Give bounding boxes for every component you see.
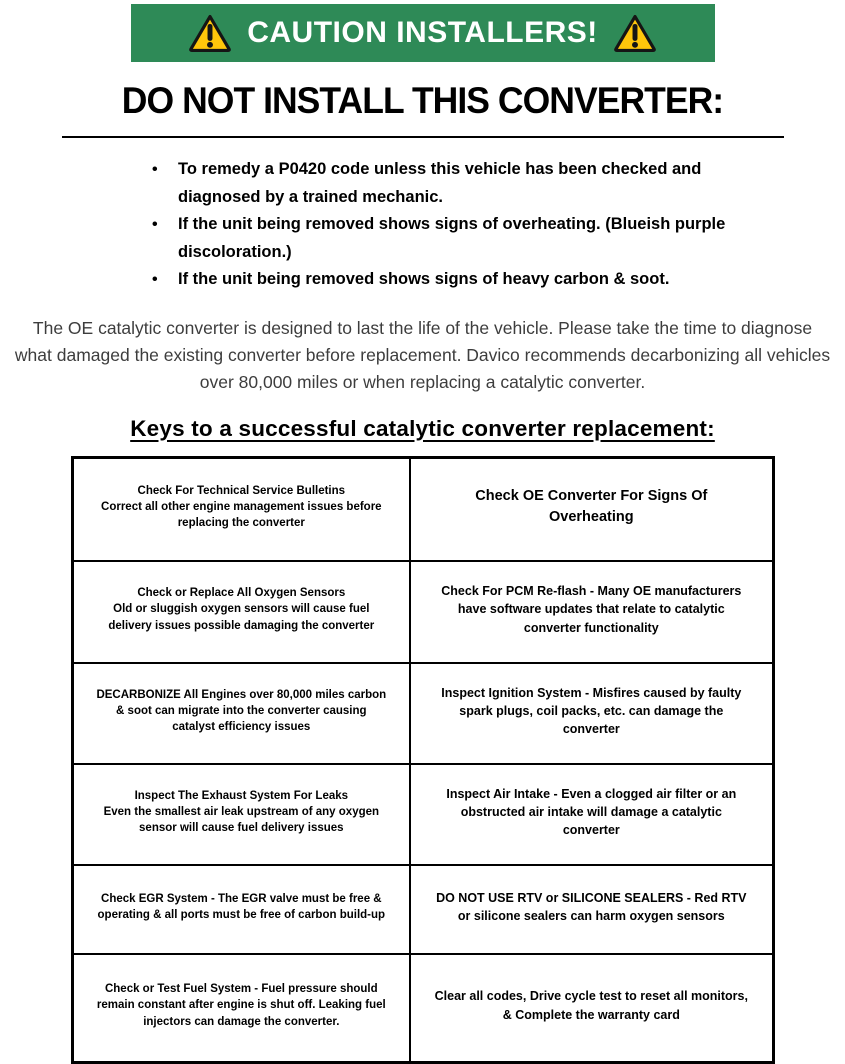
table-cell <box>410 457 773 561</box>
table-cell <box>72 457 410 561</box>
cell-line: Check For Technical Service Bulletins <box>137 484 346 497</box>
keys-heading: Keys to a successful catalytic converter replacement: <box>130 415 715 441</box>
table-row <box>72 865 773 954</box>
caution-banner <box>131 4 715 62</box>
table-row <box>72 561 773 663</box>
warning-triangle-icon <box>612 13 658 54</box>
table-cell <box>410 865 773 954</box>
advisory-paragraph: The OE catalytic converter is designed to last the life of the vehicle. Please take the time to diagnose what damaged the existing converter before replacement. Davico recommends decarbonizing all vehicles over 80,000 miles or when replacing a catalytic converter. <box>14 317 831 392</box>
keys-table <box>71 456 775 1064</box>
table-row <box>72 663 773 764</box>
table-cell <box>72 764 410 865</box>
table-cell <box>410 764 773 865</box>
table-row <box>72 764 773 865</box>
cell-line: Correct all other engine management issues before replacing the converter <box>101 500 382 530</box>
warning-triangle-icon <box>187 13 233 54</box>
cell-line: Check or Replace All Oxygen Sensors <box>137 587 346 600</box>
cell-line: Check EGR System - The EGR valve must be free & operating & all ports must be free of carbon build-up <box>97 892 386 921</box>
cell-line: Check OE Converter For Signs Of Overheating <box>475 487 708 525</box>
cell-line: Inspect The Exhaust System For Leaks <box>134 789 349 802</box>
table-cell <box>72 663 410 764</box>
table-cell <box>72 561 410 663</box>
banner-title: CAUTION INSTALLERS! <box>247 16 598 49</box>
bullet-item: • If the unit being removed shows signs of overheating. (Blueish purple discoloration.) <box>178 211 743 266</box>
cell-line: Old or sluggish oxygen sensors will cause fuel delivery issues possible damaging the converter <box>108 603 375 632</box>
caution-flyer <box>0 4 845 1028</box>
table-cell <box>72 865 410 954</box>
cell-line: Inspect Ignition System - Misfires caused by faulty spark plugs, coil packs, etc. can damage the converter <box>441 685 742 737</box>
cell-line: Even the smallest air leak upstream of any oxygen sensor will cause fuel delivery issues <box>103 805 380 835</box>
cell-line: Inspect Air Intake - Even a clogged air filter or an obstructed air intake will damage a catalytic converter <box>446 786 737 838</box>
table-row <box>72 457 773 561</box>
divider-line <box>62 136 784 138</box>
bullet-item: • If the unit being removed shows signs of heavy carbon & soot. <box>178 266 743 294</box>
cell-line: DECARBONIZE All Engines over 80,000 miles carbon & soot can migrate into the converter causing catalyst efficiency issues <box>96 688 387 734</box>
table-row <box>72 954 773 1063</box>
table-cell <box>410 954 773 1063</box>
cell-line: DO NOT USE RTV or SILICONE SEALERS - Red RTV or silicone sealers can harm oxygen sensors <box>436 890 747 923</box>
cell-line: Clear all codes, Drive cycle test to reset all monitors, & Complete the warranty card <box>434 989 748 1022</box>
table-cell <box>410 663 773 764</box>
cell-line: Check or Test Fuel System - Fuel pressure should remain constant after engine is shut off. Leaking fuel injectors can damage the converter. <box>96 983 386 1028</box>
table-cell <box>72 954 410 1063</box>
warning-bullet-list <box>178 156 743 294</box>
bullet-item: • To remedy a P0420 code unless this vehicle has been checked and diagnosed by a trained mechanic. <box>178 156 743 211</box>
cell-line: Check For PCM Re-flash - Many OE manufacturers have software updates that relate to catalytic converter functionality <box>441 584 742 635</box>
main-heading: DO NOT INSTALL THIS CONVERTER: <box>121 80 724 121</box>
table-cell <box>410 561 773 663</box>
